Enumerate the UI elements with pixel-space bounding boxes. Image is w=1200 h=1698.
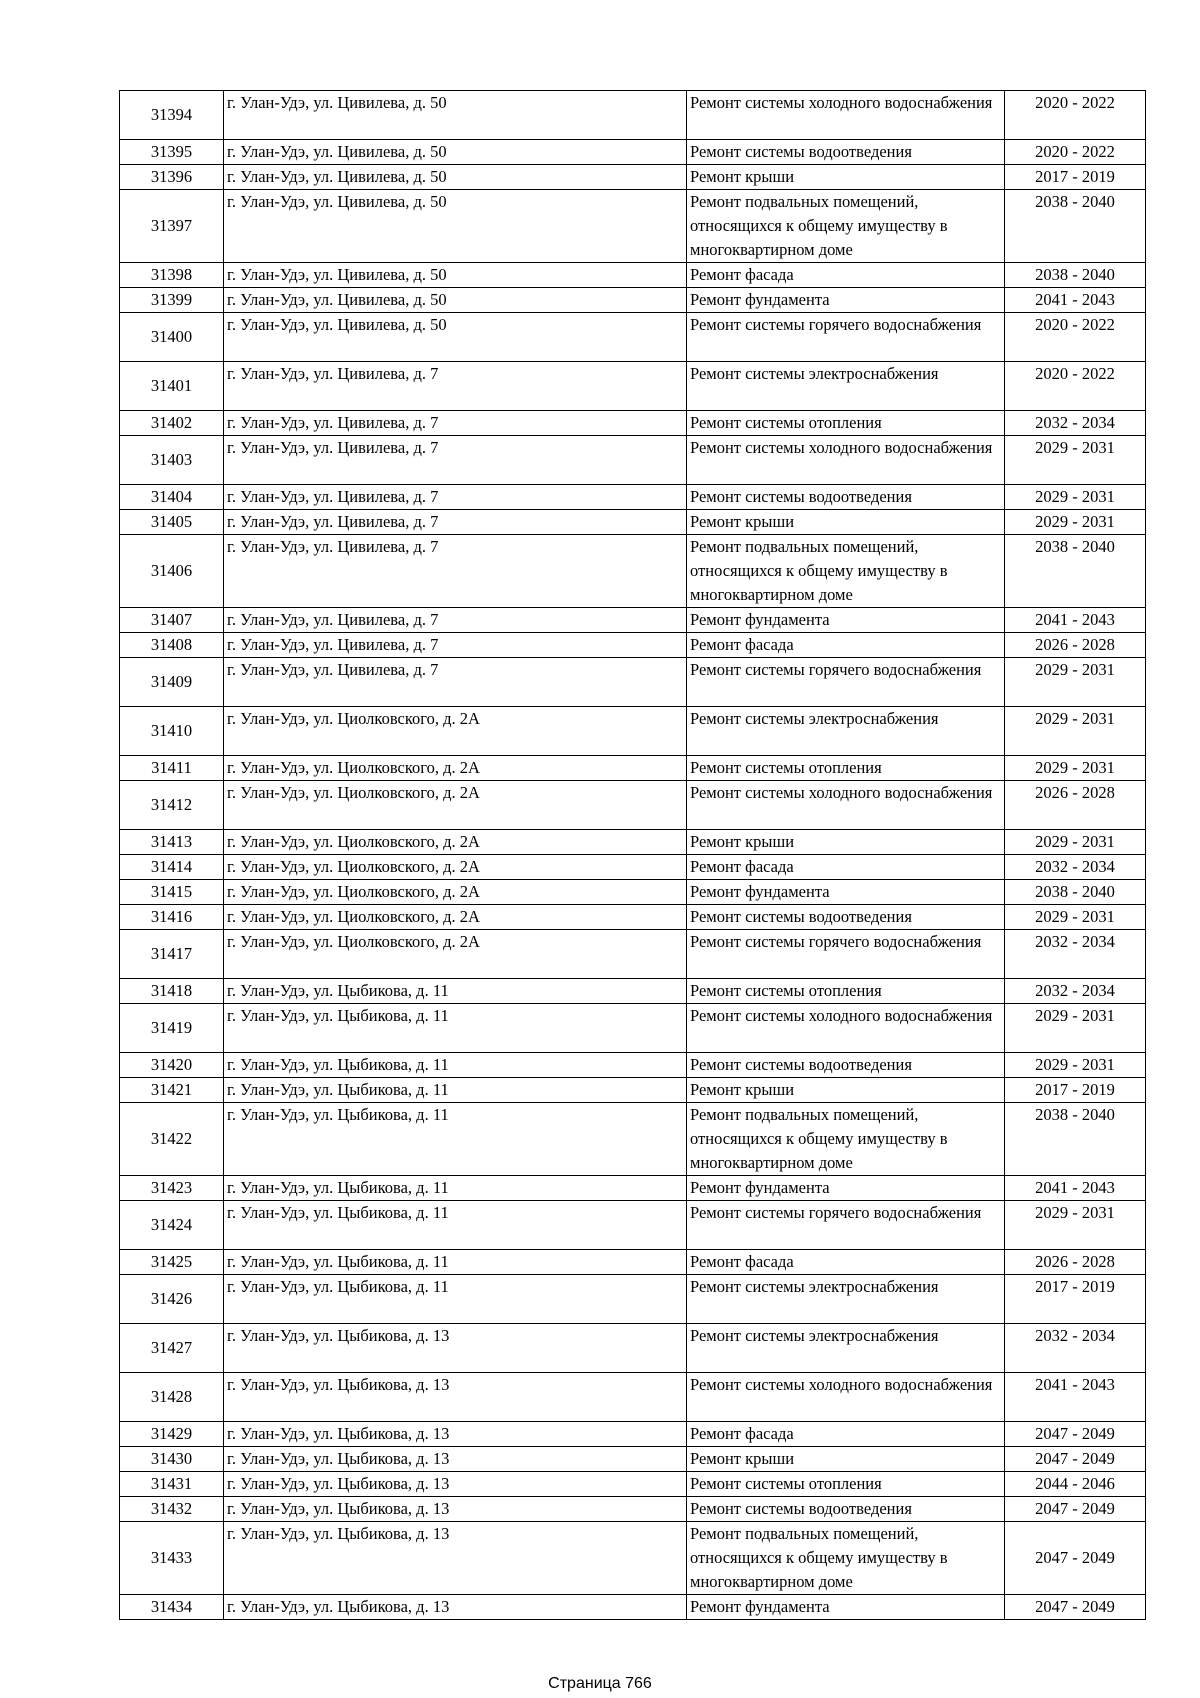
work-type-cell: Ремонт фасада [687,1250,1005,1275]
work-type-cell: Ремонт системы отопления [687,756,1005,781]
period-cell: 2017 - 2019 [1005,1078,1146,1103]
table-row [120,1472,1146,1497]
row-number-cell: 31432 [120,1497,224,1522]
address-cell: г. Улан-Удэ, ул. Циолковского, д. 2А [224,930,687,979]
period-cell: 2020 - 2022 [1005,91,1146,140]
address-cell: г. Улан-Удэ, ул. Цивилева, д. 7 [224,436,687,485]
row-number-cell: 31415 [120,880,224,905]
repair-schedule-table [119,90,1146,1620]
work-type-cell: Ремонт фундамента [687,288,1005,313]
period-cell: 2038 - 2040 [1005,880,1146,905]
table-row [120,190,1146,263]
address-cell: г. Улан-Удэ, ул. Цивилева, д. 7 [224,411,687,436]
period-cell: 2029 - 2031 [1005,707,1146,756]
table-row [120,1103,1146,1176]
table-row [120,1176,1146,1201]
row-number-cell: 31418 [120,979,224,1004]
table-row [120,1422,1146,1447]
work-type-cell: Ремонт фундамента [687,1176,1005,1201]
table-row [120,140,1146,165]
table-row [120,263,1146,288]
table-body [120,91,1146,1620]
period-cell: 2047 - 2049 [1005,1497,1146,1522]
table-row [120,880,1146,905]
period-cell: 2017 - 2019 [1005,1275,1146,1324]
table-row [120,707,1146,756]
period-cell: 2029 - 2031 [1005,436,1146,485]
table-row [120,1522,1146,1595]
period-cell: 2041 - 2043 [1005,608,1146,633]
period-cell: 2032 - 2034 [1005,930,1146,979]
period-cell: 2038 - 2040 [1005,535,1146,608]
period-cell: 2029 - 2031 [1005,658,1146,707]
table-row [120,905,1146,930]
work-type-cell: Ремонт системы горячего водоснабжения [687,313,1005,362]
table-row [120,288,1146,313]
address-cell: г. Улан-Удэ, ул. Цивилева, д. 50 [224,91,687,140]
work-type-cell: Ремонт системы горячего водоснабжения [687,658,1005,707]
table-row [120,362,1146,411]
address-cell: г. Улан-Удэ, ул. Цивилева, д. 50 [224,140,687,165]
work-type-cell: Ремонт фундамента [687,1595,1005,1620]
address-cell: г. Улан-Удэ, ул. Цивилева, д. 7 [224,608,687,633]
work-type-cell: Ремонт крыши [687,830,1005,855]
work-type-cell: Ремонт системы электроснабжения [687,707,1005,756]
work-type-cell: Ремонт подвальных помещений, относящихся к общему имуществу в многоквартирном доме [687,1103,1005,1176]
row-number-cell: 31419 [120,1004,224,1053]
address-cell: г. Улан-Удэ, ул. Цивилева, д. 7 [224,362,687,411]
row-number-cell: 31411 [120,756,224,781]
period-cell: 2038 - 2040 [1005,263,1146,288]
table-row [120,930,1146,979]
period-cell: 2029 - 2031 [1005,1053,1146,1078]
row-number-cell: 31410 [120,707,224,756]
period-cell: 2032 - 2034 [1005,411,1146,436]
period-cell: 2020 - 2022 [1005,140,1146,165]
address-cell: г. Улан-Удэ, ул. Циолковского, д. 2А [224,830,687,855]
period-cell: 2041 - 2043 [1005,288,1146,313]
work-type-cell: Ремонт системы горячего водоснабжения [687,1201,1005,1250]
row-number-cell: 31416 [120,905,224,930]
work-type-cell: Ремонт системы холодного водоснабжения [687,1373,1005,1422]
table-row [120,781,1146,830]
row-number-cell: 31426 [120,1275,224,1324]
table-row [120,485,1146,510]
table-row [120,313,1146,362]
period-cell: 2047 - 2049 [1005,1447,1146,1472]
work-type-cell: Ремонт подвальных помещений, относящихся к общему имуществу в многоквартирном доме [687,190,1005,263]
table-row [120,830,1146,855]
row-number-cell: 31431 [120,1472,224,1497]
row-number-cell: 31401 [120,362,224,411]
table-row [120,165,1146,190]
table-row [120,1004,1146,1053]
row-number-cell: 31428 [120,1373,224,1422]
period-cell: 2044 - 2046 [1005,1472,1146,1497]
row-number-cell: 31395 [120,140,224,165]
row-number-cell: 31399 [120,288,224,313]
row-number-cell: 31398 [120,263,224,288]
work-type-cell: Ремонт системы водоотведения [687,1497,1005,1522]
work-type-cell: Ремонт системы водоотведения [687,905,1005,930]
period-cell: 2017 - 2019 [1005,165,1146,190]
address-cell: г. Улан-Удэ, ул. Циолковского, д. 2А [224,905,687,930]
row-number-cell: 31424 [120,1201,224,1250]
table-row [120,1595,1146,1620]
table-row [120,510,1146,535]
row-number-cell: 31400 [120,313,224,362]
table-row [120,1497,1146,1522]
work-type-cell: Ремонт системы холодного водоснабжения [687,781,1005,830]
row-number-cell: 31403 [120,436,224,485]
work-type-cell: Ремонт фасада [687,263,1005,288]
period-cell: 2026 - 2028 [1005,1250,1146,1275]
period-cell: 2047 - 2049 [1005,1422,1146,1447]
work-type-cell: Ремонт фасада [687,633,1005,658]
period-cell: 2029 - 2031 [1005,756,1146,781]
address-cell: г. Улан-Удэ, ул. Цивилева, д. 50 [224,263,687,288]
work-type-cell: Ремонт системы горячего водоснабжения [687,930,1005,979]
row-number-cell: 31425 [120,1250,224,1275]
address-cell: г. Улан-Удэ, ул. Циолковского, д. 2А [224,707,687,756]
period-cell: 2029 - 2031 [1005,485,1146,510]
period-cell: 2032 - 2034 [1005,855,1146,880]
work-type-cell: Ремонт системы холодного водоснабжения [687,436,1005,485]
address-cell: г. Улан-Удэ, ул. Цыбикова, д. 11 [224,979,687,1004]
address-cell: г. Улан-Удэ, ул. Цивилева, д. 7 [224,633,687,658]
row-number-cell: 31404 [120,485,224,510]
work-type-cell: Ремонт крыши [687,165,1005,190]
address-cell: г. Улан-Удэ, ул. Цыбикова, д. 11 [224,1176,687,1201]
period-cell: 2029 - 2031 [1005,1004,1146,1053]
row-number-cell: 31427 [120,1324,224,1373]
period-cell: 2038 - 2040 [1005,190,1146,263]
address-cell: г. Улан-Удэ, ул. Цыбикова, д. 13 [224,1472,687,1497]
table-row [120,608,1146,633]
address-cell: г. Улан-Удэ, ул. Цыбикова, д. 11 [224,1103,687,1176]
address-cell: г. Улан-Удэ, ул. Цивилева, д. 50 [224,165,687,190]
address-cell: г. Улан-Удэ, ул. Циолковского, д. 2А [224,781,687,830]
table-row [120,1078,1146,1103]
address-cell: г. Улан-Удэ, ул. Цыбикова, д. 13 [224,1324,687,1373]
period-cell: 2038 - 2040 [1005,1103,1146,1176]
table-row [120,633,1146,658]
address-cell: г. Улан-Удэ, ул. Циолковского, д. 2А [224,880,687,905]
period-cell: 2029 - 2031 [1005,1201,1146,1250]
row-number-cell: 31413 [120,830,224,855]
table-row [120,979,1146,1004]
work-type-cell: Ремонт подвальных помещений, относящихся к общему имуществу в многоквартирном доме [687,1522,1005,1595]
address-cell: г. Улан-Удэ, ул. Цыбикова, д. 11 [224,1275,687,1324]
period-cell: 2020 - 2022 [1005,362,1146,411]
row-number-cell: 31407 [120,608,224,633]
period-cell: 2029 - 2031 [1005,905,1146,930]
work-type-cell: Ремонт системы холодного водоснабжения [687,1004,1005,1053]
address-cell: г. Улан-Удэ, ул. Цивилева, д. 7 [224,485,687,510]
row-number-cell: 31406 [120,535,224,608]
period-cell: 2032 - 2034 [1005,979,1146,1004]
address-cell: г. Улан-Удэ, ул. Цыбикова, д. 13 [224,1595,687,1620]
address-cell: г. Улан-Удэ, ул. Цыбикова, д. 13 [224,1447,687,1472]
row-number-cell: 31423 [120,1176,224,1201]
row-number-cell: 31421 [120,1078,224,1103]
address-cell: г. Улан-Удэ, ул. Цыбикова, д. 11 [224,1250,687,1275]
table-row [120,91,1146,140]
row-number-cell: 31420 [120,1053,224,1078]
work-type-cell: Ремонт крыши [687,1447,1005,1472]
address-cell: г. Улан-Удэ, ул. Цыбикова, д. 13 [224,1373,687,1422]
row-number-cell: 31394 [120,91,224,140]
work-type-cell: Ремонт фундамента [687,880,1005,905]
period-cell: 2029 - 2031 [1005,830,1146,855]
table-row [120,411,1146,436]
work-type-cell: Ремонт системы холодного водоснабжения [687,91,1005,140]
address-cell: г. Улан-Удэ, ул. Цыбикова, д. 13 [224,1522,687,1595]
work-type-cell: Ремонт фасада [687,855,1005,880]
address-cell: г. Улан-Удэ, ул. Цивилева, д. 7 [224,535,687,608]
work-type-cell: Ремонт системы отопления [687,411,1005,436]
page-footer [0,1675,1200,1693]
address-cell: г. Улан-Удэ, ул. Цивилева, д. 50 [224,190,687,263]
address-cell: г. Улан-Удэ, ул. Цыбикова, д. 11 [224,1053,687,1078]
row-number-cell: 31422 [120,1103,224,1176]
period-cell: 2026 - 2028 [1005,633,1146,658]
address-cell: г. Улан-Удэ, ул. Цыбикова, д. 11 [224,1004,687,1053]
row-number-cell: 31429 [120,1422,224,1447]
work-type-cell: Ремонт фасада [687,1422,1005,1447]
row-number-cell: 31396 [120,165,224,190]
work-type-cell: Ремонт системы водоотведения [687,485,1005,510]
period-cell: 2032 - 2034 [1005,1324,1146,1373]
work-type-cell: Ремонт крыши [687,510,1005,535]
period-cell: 2041 - 2043 [1005,1176,1146,1201]
page-number: Страница 766 [548,1675,652,1692]
row-number-cell: 31397 [120,190,224,263]
table-row [120,1275,1146,1324]
address-cell: г. Улан-Удэ, ул. Циолковского, д. 2А [224,756,687,781]
row-number-cell: 31414 [120,855,224,880]
period-cell: 2026 - 2028 [1005,781,1146,830]
work-type-cell: Ремонт фундамента [687,608,1005,633]
address-cell: г. Улан-Удэ, ул. Циолковского, д. 2А [224,855,687,880]
work-type-cell: Ремонт системы отопления [687,1472,1005,1497]
table-row [120,1324,1146,1373]
row-number-cell: 31409 [120,658,224,707]
row-number-cell: 31408 [120,633,224,658]
period-cell: 2041 - 2043 [1005,1373,1146,1422]
table-row [120,436,1146,485]
table-row [120,756,1146,781]
work-type-cell: Ремонт системы электроснабжения [687,362,1005,411]
row-number-cell: 31402 [120,411,224,436]
work-type-cell: Ремонт системы отопления [687,979,1005,1004]
work-type-cell: Ремонт системы электроснабжения [687,1324,1005,1373]
work-type-cell: Ремонт крыши [687,1078,1005,1103]
table-row [120,1201,1146,1250]
address-cell: г. Улан-Удэ, ул. Цыбикова, д. 11 [224,1078,687,1103]
address-cell: г. Улан-Удэ, ул. Цыбикова, д. 13 [224,1422,687,1447]
address-cell: г. Улан-Удэ, ул. Цыбикова, д. 13 [224,1497,687,1522]
table-row [120,1447,1146,1472]
row-number-cell: 31430 [120,1447,224,1472]
address-cell: г. Улан-Удэ, ул. Цивилева, д. 50 [224,313,687,362]
row-number-cell: 31417 [120,930,224,979]
address-cell: г. Улан-Удэ, ул. Цивилева, д. 7 [224,510,687,535]
row-number-cell: 31433 [120,1522,224,1595]
work-type-cell: Ремонт системы водоотведения [687,1053,1005,1078]
period-cell: 2020 - 2022 [1005,313,1146,362]
address-cell: г. Улан-Удэ, ул. Цыбикова, д. 11 [224,1201,687,1250]
table-row [120,1250,1146,1275]
table-row [120,855,1146,880]
table-row [120,1373,1146,1422]
row-number-cell: 31412 [120,781,224,830]
period-cell: 2047 - 2049 [1005,1595,1146,1620]
period-cell: 2029 - 2031 [1005,510,1146,535]
work-type-cell: Ремонт системы электроснабжения [687,1275,1005,1324]
work-type-cell: Ремонт системы водоотведения [687,140,1005,165]
work-type-cell: Ремонт подвальных помещений, относящихся к общему имуществу в многоквартирном доме [687,535,1005,608]
table-row [120,658,1146,707]
row-number-cell: 31434 [120,1595,224,1620]
address-cell: г. Улан-Удэ, ул. Цивилева, д. 50 [224,288,687,313]
address-cell: г. Улан-Удэ, ул. Цивилева, д. 7 [224,658,687,707]
table-row [120,1053,1146,1078]
row-number-cell: 31405 [120,510,224,535]
table-row [120,535,1146,608]
period-cell: 2047 - 2049 [1005,1522,1146,1595]
